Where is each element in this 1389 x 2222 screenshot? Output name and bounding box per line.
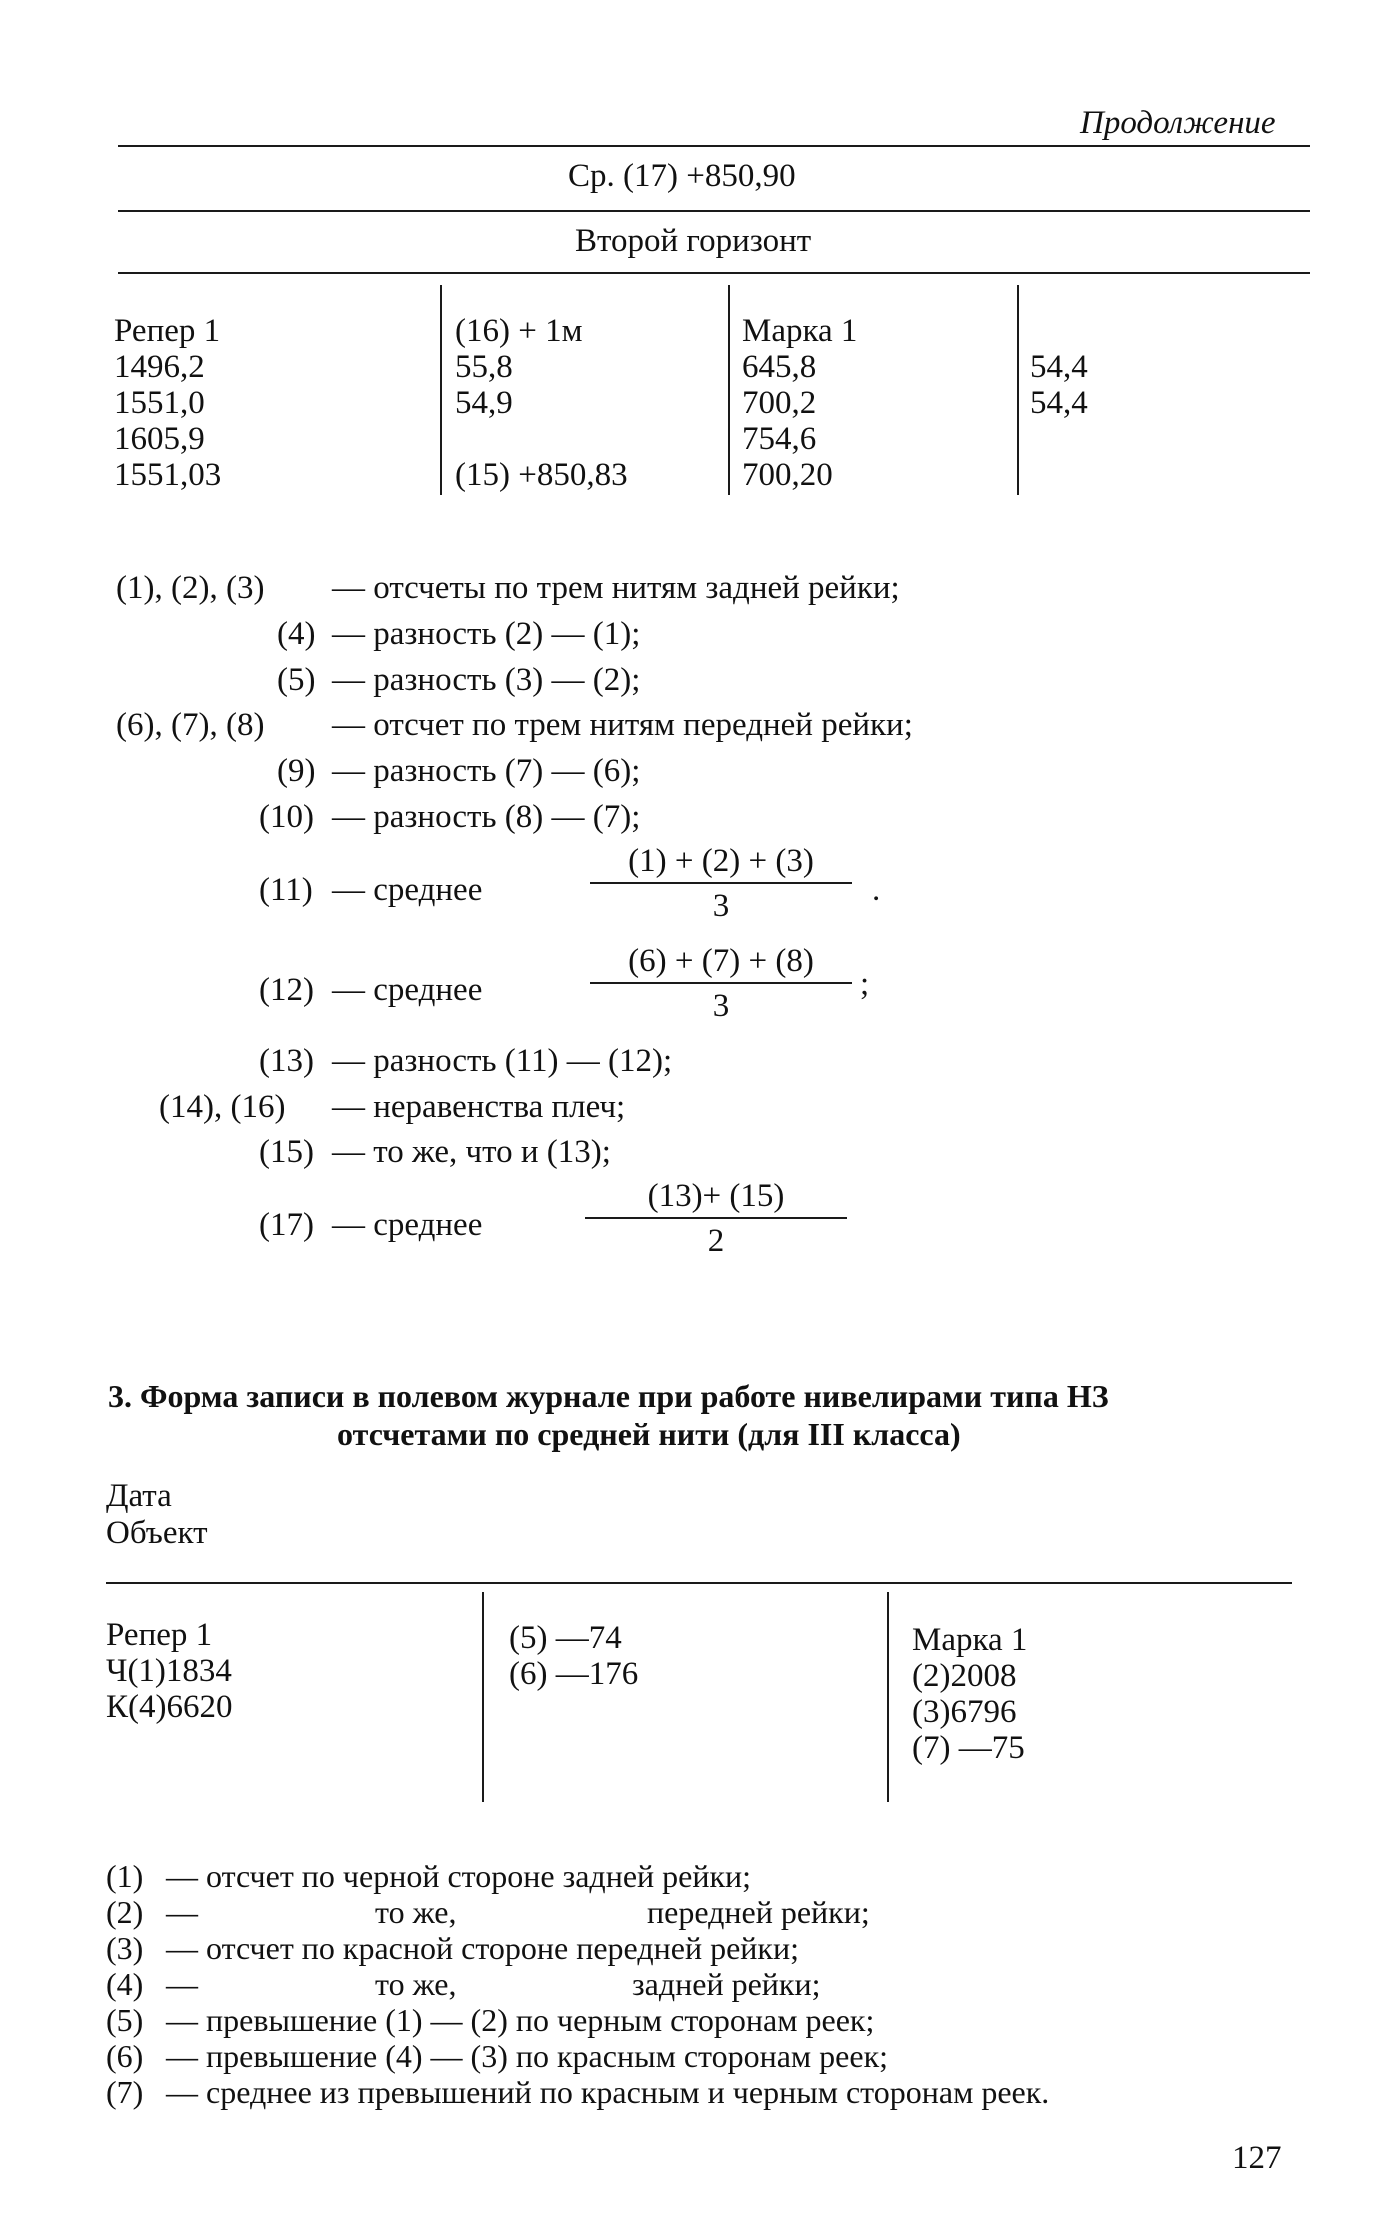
table1-cell: Марка 1 bbox=[742, 313, 858, 349]
table1-cell: 700,20 bbox=[742, 457, 833, 493]
legend1-text: — среднее bbox=[332, 872, 483, 908]
legend1-text: — отсчет по трем нитям передней рейки; bbox=[332, 707, 913, 743]
legend2-num: (3) bbox=[106, 1930, 144, 1966]
legend2-text: — среднее из превышений по красным и черным сторонам реек. bbox=[166, 2074, 1050, 2110]
table2-col-elevation bbox=[509, 1620, 638, 1692]
table2-cell: Марка 1 bbox=[912, 1622, 1028, 1658]
continued-label: Продолжение bbox=[1080, 105, 1276, 141]
legend1-text: — разность (2) — (1); bbox=[332, 616, 641, 652]
second-horizon-title: Второй горизонт bbox=[575, 223, 812, 259]
table1-col-benchmark bbox=[114, 313, 221, 493]
section3-title-line1: 3. Форма записи в полевом журнале при работе нивелирами типа НЗ bbox=[108, 1378, 1109, 1414]
table1-col-mark bbox=[742, 313, 857, 493]
legend1-num: (14), (16) bbox=[159, 1089, 286, 1125]
table1-cell: (15) +850,83 bbox=[455, 457, 628, 493]
legend1-num: (6), (7), (8) bbox=[116, 707, 265, 743]
fraction-bar bbox=[590, 882, 852, 884]
table1-col-differences bbox=[455, 313, 628, 493]
legend1-text: — среднее bbox=[332, 1207, 483, 1243]
table2-cell: К(4)6620 bbox=[106, 1689, 233, 1725]
table2-cell: (6) —176 bbox=[509, 1656, 639, 1692]
table2-divider-1 bbox=[482, 1592, 484, 1802]
legend1-num: (4) bbox=[277, 616, 316, 652]
section3-title-line2: отсчетами по средней нити (для III класса) bbox=[337, 1416, 961, 1452]
mean-row: Ср. (17) +850,90 bbox=[568, 158, 796, 194]
page-number: 127 bbox=[1232, 2140, 1282, 2176]
fraction-denominator: 3 bbox=[712, 988, 730, 1024]
legend2-num: (5) bbox=[106, 2002, 144, 2038]
legend2-end: задней рейки; bbox=[632, 1966, 821, 2002]
fraction-bar bbox=[585, 1217, 847, 1219]
legend1-text: — неравенства плеч; bbox=[332, 1089, 626, 1125]
legend1-num: (11) bbox=[259, 872, 313, 908]
legend2-text: — bbox=[166, 1894, 198, 1930]
date-label: Дата bbox=[106, 1478, 172, 1514]
legend1-num: (13) bbox=[259, 1043, 314, 1079]
legend1-text: — разность (7) — (6); bbox=[332, 753, 641, 789]
legend1-text: — разность (11) — (12); bbox=[332, 1043, 673, 1079]
legend1-num: (15) bbox=[259, 1134, 314, 1170]
legend2-end: передней рейки; bbox=[647, 1894, 870, 1930]
legend1-num: (12) bbox=[259, 972, 314, 1008]
table2-divider-2 bbox=[887, 1592, 889, 1802]
legend1-num: (5) bbox=[277, 662, 316, 698]
horizon-rule bbox=[118, 272, 1310, 274]
table1-cell bbox=[455, 421, 628, 457]
legend2-num: (4) bbox=[106, 1966, 144, 2002]
legend1-text: — отсчеты по трем нитям задней рейки; bbox=[332, 570, 900, 606]
table1-cell: 1551,03 bbox=[114, 457, 222, 493]
legend1-num: (1), (2), (3) bbox=[116, 570, 265, 606]
table1-cell bbox=[1030, 313, 1088, 349]
table1-cell: 1605,9 bbox=[114, 421, 205, 457]
legend1-num: (9) bbox=[277, 753, 316, 789]
table1-cell: Репер 1 bbox=[114, 313, 221, 349]
legend1-tail: ; bbox=[860, 966, 870, 1002]
table1-cell: 754,6 bbox=[742, 421, 817, 457]
fraction-numerator: (13)+ (15) bbox=[647, 1178, 785, 1214]
table1-cell: 55,8 bbox=[455, 349, 513, 385]
legend1-text: — среднее bbox=[332, 972, 483, 1008]
legend2-num: (1) bbox=[106, 1858, 144, 1894]
table1-divider-1 bbox=[440, 285, 442, 495]
legend1-text: — разность (8) — (7); bbox=[332, 799, 641, 835]
table1-cell: 1496,2 bbox=[114, 349, 205, 385]
legend2-mid: то же, bbox=[375, 1966, 457, 2002]
top-rule bbox=[118, 145, 1310, 147]
table2-top-rule bbox=[106, 1582, 1292, 1584]
legend1-num: (17) bbox=[259, 1207, 314, 1243]
table1-cell: 54,4 bbox=[1030, 385, 1088, 421]
legend2-num: (6) bbox=[106, 2038, 144, 2074]
legend2-text: — отсчет по красной стороне передней рейки; bbox=[166, 1930, 799, 1966]
legend2-mid: то же, bbox=[375, 1894, 457, 1930]
legend2-text: — превышение (4) — (3) по красным сторонам реек; bbox=[166, 2038, 888, 2074]
table1-col-extra bbox=[1030, 313, 1088, 421]
table2-col-mark bbox=[912, 1622, 1027, 1766]
legend2-text: — превышение (1) — (2) по черным сторонам реек; bbox=[166, 2002, 875, 2038]
fraction-bar bbox=[590, 982, 852, 984]
fraction-17 bbox=[585, 1177, 847, 1259]
legend1-tail: . bbox=[872, 872, 881, 908]
legend2-num: (2) bbox=[106, 1894, 144, 1930]
fraction-denominator: 2 bbox=[707, 1223, 725, 1259]
table1-cell: 54,9 bbox=[455, 385, 513, 421]
table2-cell: Ч(1)1834 bbox=[106, 1653, 232, 1689]
legend1-num: (10) bbox=[259, 799, 314, 835]
table1-cell: 645,8 bbox=[742, 349, 817, 385]
table1-cell: 700,2 bbox=[742, 385, 817, 421]
table2-cell: (3)6796 bbox=[912, 1694, 1017, 1730]
legend2-text: — отсчет по черной стороне задней рейки; bbox=[166, 1858, 752, 1894]
fraction-11 bbox=[590, 842, 852, 924]
fraction-denominator: 3 bbox=[712, 888, 730, 924]
table1-cell: 54,4 bbox=[1030, 349, 1088, 385]
fraction-numerator: (6) + (7) + (8) bbox=[628, 943, 814, 979]
table1-cell: 1551,0 bbox=[114, 385, 205, 421]
table2-cell: (2)2008 bbox=[912, 1658, 1017, 1694]
table2-cell: (7) —75 bbox=[912, 1730, 1025, 1766]
table2-col-benchmark bbox=[106, 1617, 233, 1725]
table1-divider-3 bbox=[1017, 285, 1019, 495]
table1-divider-2 bbox=[728, 285, 730, 495]
legend2-text: — bbox=[166, 1966, 198, 2002]
legend2-num: (7) bbox=[106, 2074, 144, 2110]
fraction-12 bbox=[590, 942, 852, 1024]
legend1-text: — разность (3) — (2); bbox=[332, 662, 641, 698]
legend1-text: — то же, что и (13); bbox=[332, 1134, 611, 1170]
object-label: Объект bbox=[106, 1515, 208, 1551]
table2-cell: (5) —74 bbox=[509, 1620, 622, 1656]
fraction-numerator: (1) + (2) + (3) bbox=[628, 843, 814, 879]
table2-cell: Репер 1 bbox=[106, 1617, 213, 1653]
mean-rule bbox=[118, 210, 1310, 212]
table1-cell: (16) + 1м bbox=[455, 313, 583, 349]
